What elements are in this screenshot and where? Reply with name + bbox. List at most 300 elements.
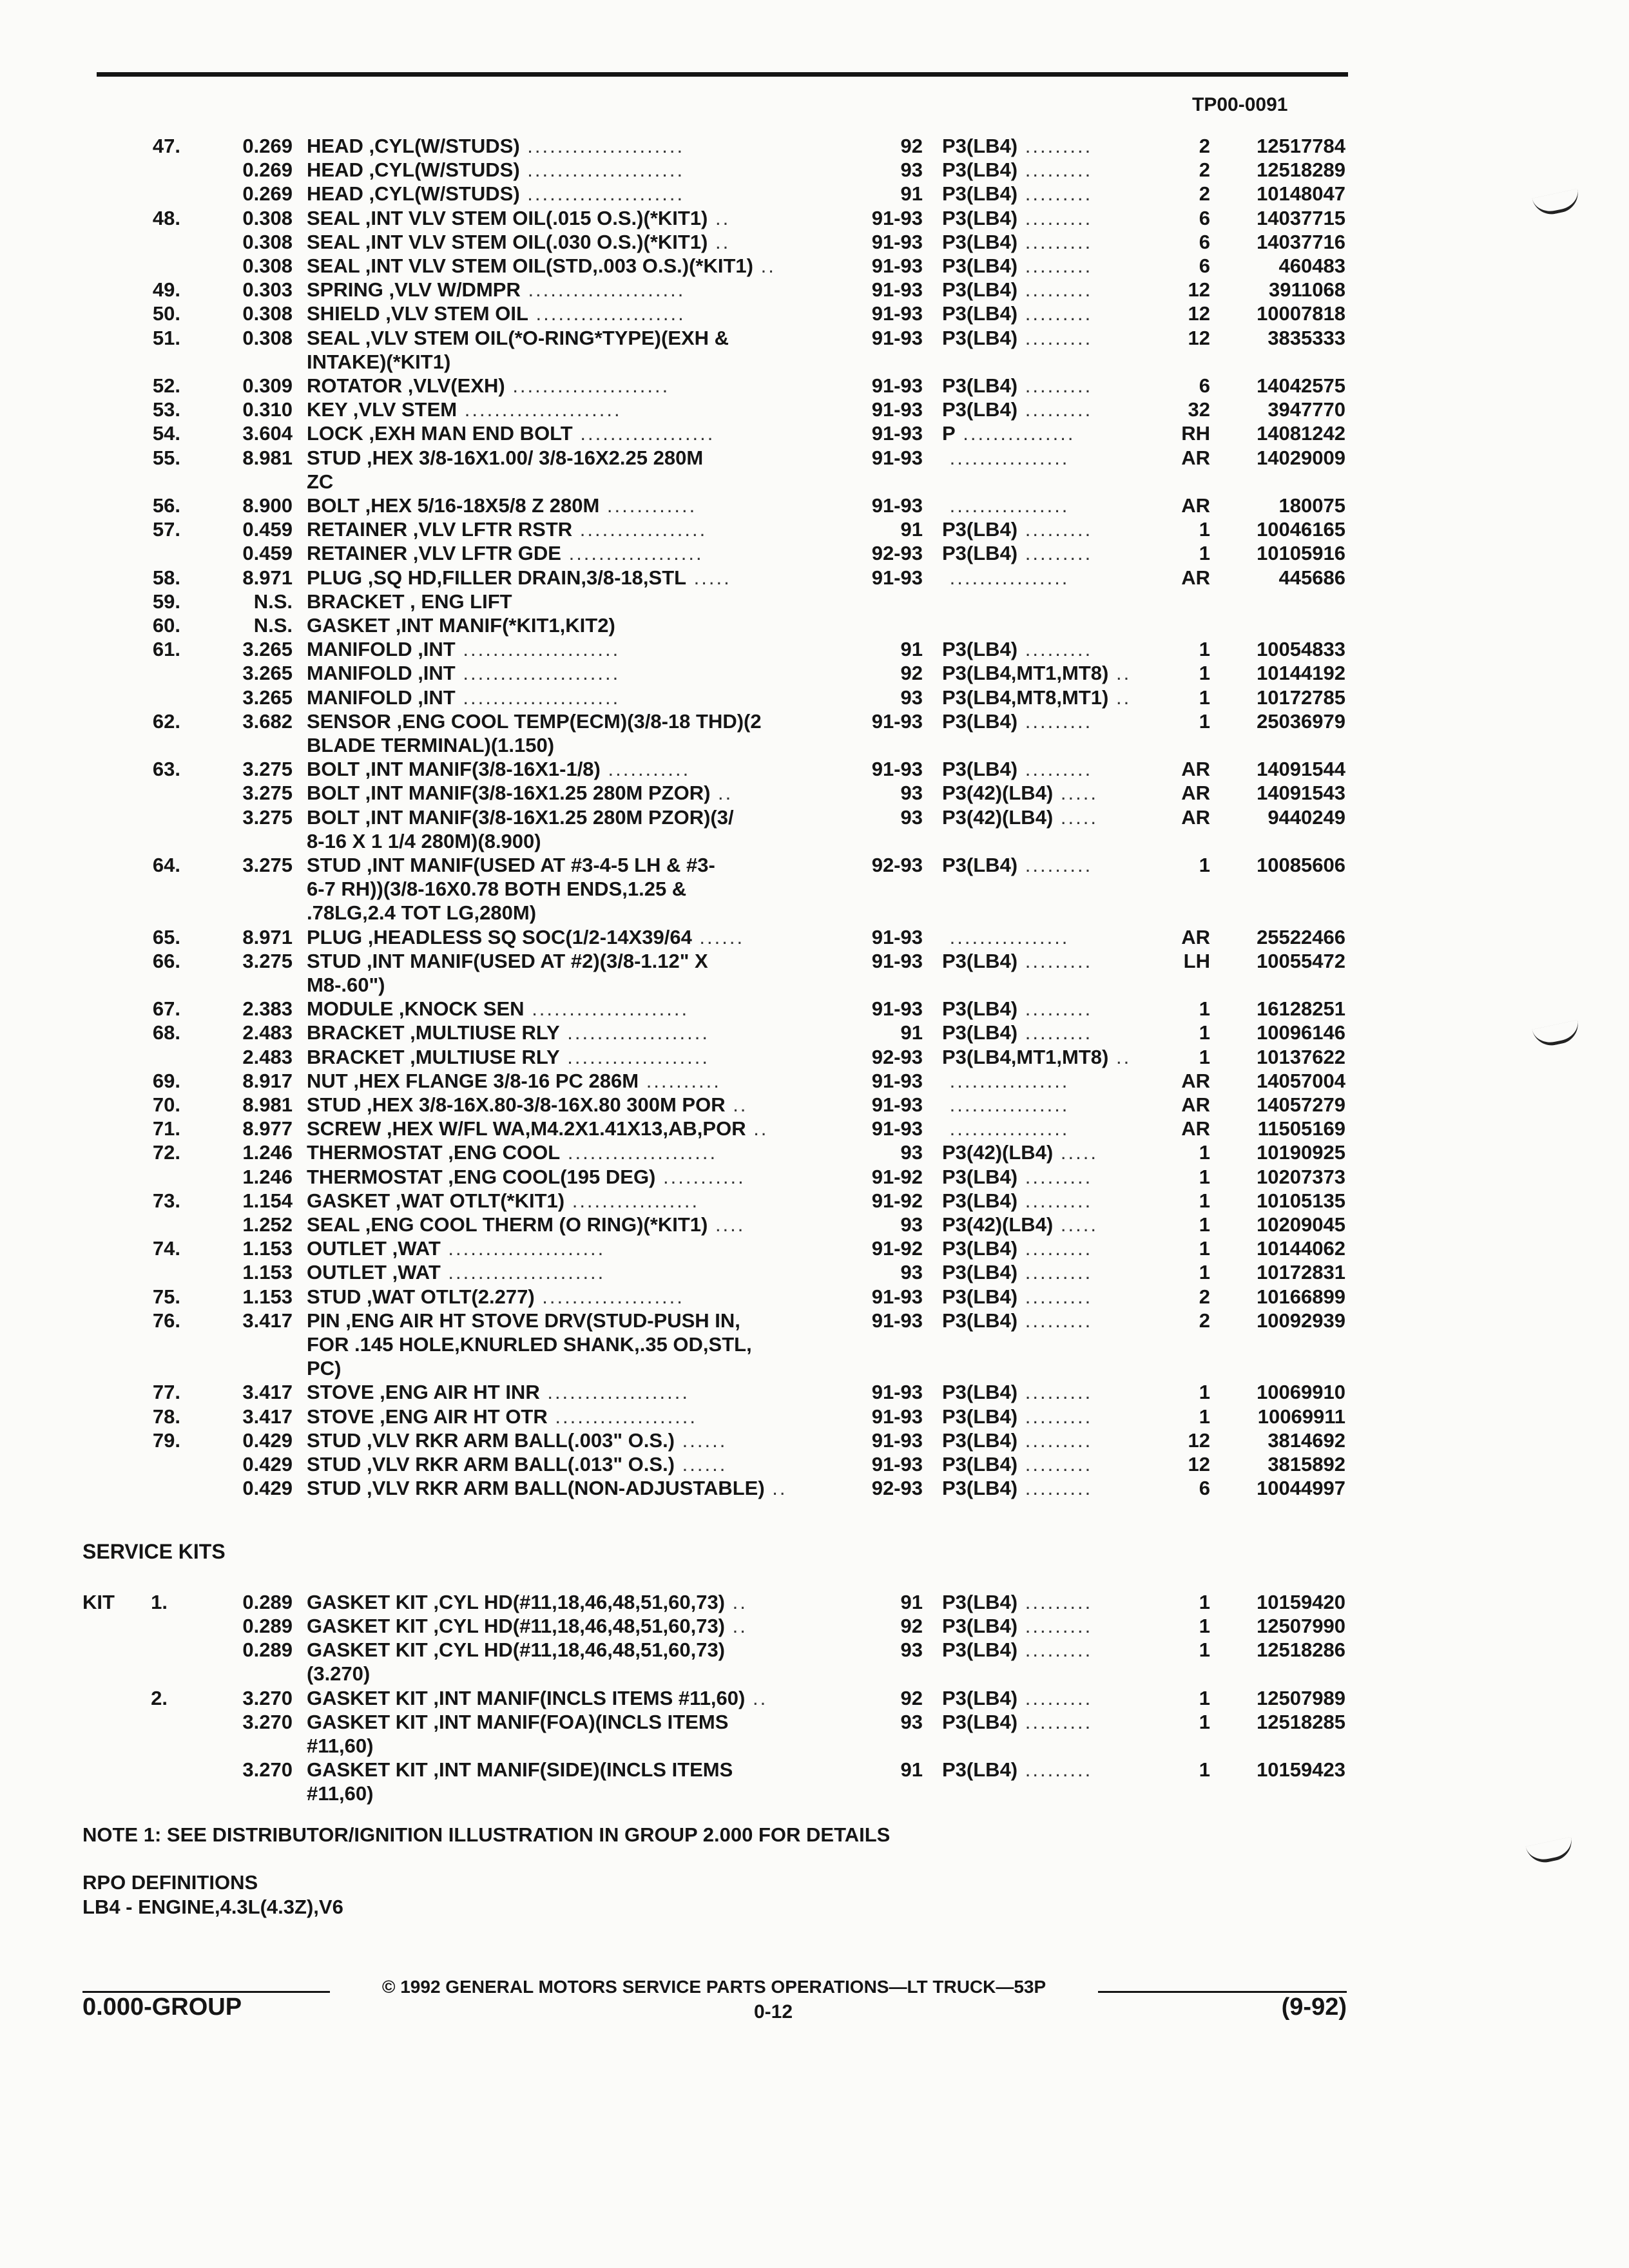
group-number: 0.309 <box>242 374 293 397</box>
item-number: 71. <box>152 1117 180 1140</box>
group-number: 3.417 <box>242 1381 293 1404</box>
table-row <box>0 805 1629 850</box>
model-year: 91-93 <box>871 302 923 325</box>
group-number: N.S. <box>253 590 293 613</box>
rpo-text: P3(LB4) <box>942 1189 1018 1212</box>
rpo-code <box>942 421 1161 445</box>
description-line: GASKET ,INT MANIF(*KIT1,KIT2) <box>307 614 615 637</box>
quantity: 1 <box>1199 854 1210 876</box>
rpo-text: P3(LB4) <box>942 398 1018 421</box>
rpo-code <box>942 541 1161 565</box>
quantity: 2 <box>1199 1285 1210 1308</box>
leader-dots: .. <box>725 1591 747 1613</box>
part-description <box>307 374 848 398</box>
part-description <box>307 278 848 302</box>
leader-dots: ......... <box>1017 1639 1093 1662</box>
model-year: 93 <box>900 686 923 709</box>
group-number: 0.429 <box>242 1453 293 1475</box>
leader-dots: ......... <box>1017 1711 1093 1733</box>
description-line: BOLT ,INT MANIF(3/8-16X1.25 280M PZOR) <box>307 782 711 805</box>
description-line: BOLT ,HEX 5/16-18X5/8 Z 280M <box>307 494 600 517</box>
group-number: 1.246 <box>242 1141 293 1164</box>
group-number: 0.308 <box>242 230 293 253</box>
leader-dots: .................. <box>561 542 704 565</box>
rpo-code <box>942 134 1161 158</box>
leader-dots: ..................... <box>505 374 670 397</box>
leader-dots: ......... <box>1017 1453 1093 1475</box>
group-number: 0.269 <box>242 159 293 182</box>
item-number: 57. <box>152 518 180 541</box>
item-number: 1. <box>151 1591 168 1613</box>
leader-dots: ......... <box>1017 159 1093 182</box>
rpo-text: P3(LB4) <box>942 1381 1018 1404</box>
group-number: 3.604 <box>242 422 293 445</box>
leader-dots: .. <box>1108 1045 1132 1068</box>
description-line: ZC <box>307 470 334 493</box>
item-number: 59. <box>152 590 180 613</box>
leader-dots: ................ <box>942 1093 1070 1116</box>
leader-dots: ..................... <box>519 182 685 206</box>
leader-dots: ......... <box>1017 949 1093 972</box>
model-year: 91-93 <box>871 758 923 781</box>
part-number: 10137622 <box>1257 1045 1345 1068</box>
model-year: 91-93 <box>871 1381 923 1404</box>
table-row <box>0 853 1629 924</box>
leader-dots: ......... <box>1017 1285 1093 1308</box>
part-number: 10046165 <box>1257 518 1345 541</box>
group-number: 0.308 <box>242 302 293 325</box>
rpo-text: P3(LB4) <box>942 1285 1018 1308</box>
leader-dots: ......... <box>1017 709 1093 733</box>
leader-dots: ........... <box>655 1165 746 1188</box>
group-number: 8.981 <box>242 1093 293 1116</box>
part-number: 10085606 <box>1257 854 1345 876</box>
rpo-text: P3(LB4) <box>942 949 1018 972</box>
quantity: 1 <box>1199 1237 1210 1260</box>
part-description <box>307 997 848 1021</box>
leader-dots: ..................... <box>440 1237 606 1260</box>
leader-dots: ..................... <box>457 398 622 421</box>
description-line: 6-7 RH))(3/8-16X0.78 BOTH ENDS,1.25 & <box>307 878 687 900</box>
group-number: 0.289 <box>242 1615 293 1638</box>
leader-dots: ......... <box>1017 230 1093 253</box>
group-number: 1.153 <box>242 1261 293 1284</box>
rpo-text: P <box>942 422 956 445</box>
leader-dots: ......... <box>1017 997 1093 1021</box>
part-number: 3814692 <box>1268 1428 1345 1452</box>
item-number: 70. <box>152 1093 180 1116</box>
leader-dots: ..................... <box>520 278 686 302</box>
part-number: 10209045 <box>1257 1213 1345 1236</box>
rpo-code <box>942 566 1161 590</box>
model-year: 92-93 <box>871 854 923 876</box>
part-number: 10105916 <box>1257 542 1345 565</box>
quantity: LH <box>1183 949 1210 972</box>
leader-dots: ............ <box>599 494 697 517</box>
quantity: 1 <box>1199 1021 1210 1044</box>
rpo-code <box>942 1638 1161 1662</box>
description-line: SPRING ,VLV W/DMPR <box>307 278 521 302</box>
rpo-code <box>942 374 1161 398</box>
group-number: 3.270 <box>242 1758 293 1782</box>
quantity: RH <box>1181 422 1210 445</box>
description-line: HEAD ,CYL(W/STUDS) <box>307 135 520 157</box>
rpo-text: P3(LB4,MT8,MT1) <box>942 686 1109 709</box>
description-line: BRACKET , ENG LIFT <box>307 590 512 613</box>
leader-dots: ................ <box>942 1117 1070 1140</box>
description-line: NUT ,HEX FLANGE 3/8-16 PC 286M <box>307 1069 639 1092</box>
leader-dots: ......... <box>1017 518 1093 541</box>
rpo-code <box>942 853 1161 877</box>
quantity: 1 <box>1199 638 1210 661</box>
item-number: 58. <box>152 566 180 589</box>
part-description <box>307 1093 848 1117</box>
group-number: N.S. <box>253 614 293 637</box>
part-description <box>307 326 848 374</box>
rpo-text: P3(LB4) <box>942 1428 1018 1452</box>
rpo-code <box>942 1405 1161 1428</box>
part-description <box>307 781 848 805</box>
part-description <box>307 853 848 925</box>
leader-dots: ......... <box>1017 1381 1093 1404</box>
description-line: STUD ,WAT OTLT(2.277) <box>307 1285 535 1308</box>
description-line: GASKET KIT ,CYL HD(#11,18,46,48,51,60,73) <box>307 1615 726 1638</box>
group-number: 3.265 <box>242 686 293 709</box>
description-line: HEAD ,CYL(W/STUDS) <box>307 159 520 182</box>
quantity: AR <box>1181 1069 1210 1092</box>
rpo-text: P3(LB4) <box>942 159 1018 182</box>
quantity: 6 <box>1199 255 1210 277</box>
rpo-text: P3(LB4) <box>942 1686 1018 1709</box>
leader-dots: .. <box>746 1117 769 1140</box>
rpo-code <box>942 1213 1161 1236</box>
rpo-text: P3(LB4) <box>942 1261 1018 1284</box>
part-number: 10148047 <box>1257 182 1345 206</box>
part-number: 14042575 <box>1257 374 1345 397</box>
leader-dots: ..... <box>686 566 731 589</box>
quantity: AR <box>1181 1117 1210 1140</box>
item-number: 77. <box>152 1381 180 1404</box>
description-line: PC) <box>307 1356 342 1379</box>
rpo-text: P3(LB4) <box>942 230 1018 253</box>
item-number: 78. <box>152 1405 180 1428</box>
rpo-text: P3(LB4) <box>942 1477 1018 1500</box>
rpo-text: P3(42)(LB4) <box>942 1213 1054 1236</box>
leader-dots: .. <box>708 206 731 229</box>
quantity: 1 <box>1199 1045 1210 1068</box>
leader-dots: ......... <box>1017 1615 1093 1638</box>
quantity: 1 <box>1199 518 1210 541</box>
description-line: BRACKET ,MULTIUSE RLY <box>307 1045 560 1068</box>
leader-dots: .. <box>764 1477 787 1500</box>
model-year: 91-93 <box>871 255 923 277</box>
description-line: PIN ,ENG AIR HT STOVE DRV(STUD-PUSH IN, <box>307 1309 740 1332</box>
item-number: 60. <box>152 614 180 637</box>
part-number: 3947770 <box>1268 398 1345 421</box>
table-row <box>0 1710 1629 1755</box>
quantity: 6 <box>1199 374 1210 397</box>
group-number: 0.308 <box>242 206 293 229</box>
model-year: 92 <box>900 135 923 157</box>
model-year: 92 <box>900 1615 923 1638</box>
leader-dots: ..................... <box>519 135 685 157</box>
document-id: TP00-0091 <box>1192 94 1288 115</box>
part-description <box>307 1452 848 1476</box>
part-number: 10054833 <box>1257 638 1345 661</box>
rpo-text: P3(LB4) <box>942 542 1018 565</box>
leader-dots: ......... <box>1017 255 1093 277</box>
item-number: 76. <box>152 1309 180 1332</box>
group-number: 3.270 <box>242 1711 293 1733</box>
rpo-code <box>942 1045 1161 1069</box>
part-description <box>307 1021 848 1044</box>
group-number: 3.417 <box>242 1405 293 1428</box>
rpo-definition: LB4 - ENGINE,4.3L(4.3Z),V6 <box>82 1896 343 1918</box>
part-number: 10190925 <box>1257 1141 1345 1164</box>
part-number: 12518285 <box>1257 1711 1345 1733</box>
description-line: STOVE ,ENG AIR HT OTR <box>307 1405 548 1428</box>
description-line: SCREW ,HEX W/FL WA,M4.2X1.41X13,AB,POR <box>307 1117 746 1140</box>
model-year: 92 <box>900 662 923 685</box>
part-description <box>307 566 848 590</box>
part-description <box>307 1405 848 1428</box>
leader-dots: ......... <box>1017 398 1093 421</box>
top-rule <box>97 72 1348 77</box>
leader-dots: ................ <box>942 494 1070 517</box>
quantity: AR <box>1181 782 1210 805</box>
footer-page-number: 0-12 <box>753 2001 793 2023</box>
part-description <box>307 1140 848 1164</box>
quantity: 32 <box>1188 398 1210 421</box>
rpo-text: P3(LB4) <box>942 206 1018 229</box>
part-number: 10092939 <box>1257 1309 1345 1332</box>
rpo-code <box>942 805 1161 829</box>
part-description <box>307 446 848 494</box>
leader-dots: ..... <box>1053 1141 1098 1164</box>
quantity: AR <box>1181 805 1210 829</box>
group-number: 0.308 <box>242 326 293 349</box>
rpo-code <box>942 1069 1161 1093</box>
leader-dots: ................... <box>539 1381 689 1404</box>
description-line: RETAINER ,VLV LFTR RSTR <box>307 518 573 541</box>
leader-dots: ...... <box>675 1428 728 1452</box>
leader-dots: .. <box>1108 686 1132 709</box>
leader-dots: ................. <box>572 518 708 541</box>
rpo-code <box>942 494 1161 517</box>
rpo-code <box>942 1189 1161 1213</box>
quantity: 12 <box>1188 1428 1210 1452</box>
leader-dots: ................... <box>534 1285 684 1308</box>
rpo-text: P3(LB4) <box>942 374 1018 397</box>
description-line: GASKET KIT ,CYL HD(#11,18,46,48,51,60,73) <box>307 1591 726 1613</box>
part-description <box>307 1380 848 1404</box>
model-year: 91-93 <box>871 446 923 469</box>
rpo-text: P3(LB4) <box>942 997 1018 1021</box>
part-number: 10144192 <box>1257 662 1345 685</box>
rpo-code <box>942 781 1161 805</box>
model-year: 91-93 <box>871 1453 923 1475</box>
rpo-code <box>942 997 1161 1021</box>
part-description <box>307 494 848 517</box>
group-number: 3.682 <box>242 709 293 733</box>
leader-dots: ..................... <box>440 1261 606 1284</box>
description-line: MANIFOLD ,INT <box>307 686 456 709</box>
rpo-code <box>942 1165 1161 1189</box>
group-number: 2.383 <box>242 997 293 1021</box>
part-description <box>307 254 848 278</box>
table-row <box>0 326 1629 371</box>
quantity: 1 <box>1199 1165 1210 1188</box>
group-number: 0.269 <box>242 135 293 157</box>
quantity: 2 <box>1199 135 1210 157</box>
model-year: 91-93 <box>871 230 923 253</box>
leader-dots: ................ <box>942 446 1070 469</box>
rpo-code <box>942 1093 1161 1117</box>
model-year: 91-93 <box>871 1117 923 1140</box>
leader-dots: ............... <box>955 422 1075 445</box>
rpo-code <box>942 517 1161 541</box>
description-line: GASKET KIT ,INT MANIF(FOA)(INCLS ITEMS <box>307 1711 729 1733</box>
description-line: M8-.60") <box>307 973 385 996</box>
description-line: OUTLET ,WAT <box>307 1261 441 1284</box>
leader-dots: ................... <box>559 1045 709 1068</box>
model-year: 91-93 <box>871 374 923 397</box>
leader-dots: ......... <box>1017 758 1093 781</box>
leader-dots: ......... <box>1017 374 1093 397</box>
table-row <box>0 446 1629 491</box>
service-kits-heading: SERVICE KITS <box>82 1540 226 1563</box>
quantity: 12 <box>1188 302 1210 325</box>
leader-dots: ........... <box>600 758 691 781</box>
leader-dots: ......... <box>1017 1021 1093 1044</box>
rpo-code <box>942 1140 1161 1164</box>
model-year: 92-93 <box>871 542 923 565</box>
part-number: 14081242 <box>1257 422 1345 445</box>
part-number: 10069910 <box>1257 1381 1345 1404</box>
item-number: 63. <box>152 758 180 781</box>
part-description <box>307 613 848 637</box>
model-year: 91 <box>900 1021 923 1044</box>
part-number: 10159423 <box>1257 1758 1345 1782</box>
table-row <box>0 1309 1629 1379</box>
quantity: AR <box>1181 494 1210 517</box>
rpo-text: P3(LB4) <box>942 1021 1018 1044</box>
item-number: 73. <box>152 1189 180 1212</box>
item-number: 61. <box>152 638 180 661</box>
part-description <box>307 1428 848 1452</box>
model-year: 92 <box>900 1686 923 1709</box>
description-line: STUD ,INT MANIF(USED AT #2)(3/8-1.12" X <box>307 949 708 972</box>
footer-rule-right <box>1098 1991 1347 1993</box>
model-year: 91-92 <box>871 1189 923 1212</box>
rpo-text: P3(LB4) <box>942 1237 1018 1260</box>
rpo-text: P3(42)(LB4) <box>942 782 1054 805</box>
rpo-code <box>942 206 1161 230</box>
quantity: AR <box>1181 758 1210 781</box>
description-line: MANIFOLD ,INT <box>307 662 456 685</box>
rpo-code <box>942 1309 1161 1332</box>
item-number: 54. <box>152 422 180 445</box>
model-year: 91-93 <box>871 1309 923 1332</box>
part-number: 10096146 <box>1257 1021 1345 1044</box>
group-number: 8.977 <box>242 1117 293 1140</box>
rpo-text: P3(42)(LB4) <box>942 1141 1054 1164</box>
group-number: 2.483 <box>242 1021 293 1044</box>
part-description <box>307 302 848 325</box>
part-description <box>307 421 848 445</box>
description-line: FOR .145 HOLE,KNURLED SHANK,.35 OD,STL, <box>307 1332 752 1356</box>
quantity: 1 <box>1199 1639 1210 1662</box>
description-line: GASKET KIT ,CYL HD(#11,18,46,48,51,60,73) <box>307 1639 726 1662</box>
quantity: 12 <box>1188 326 1210 349</box>
leader-dots: ..... <box>1053 805 1098 829</box>
part-description <box>307 1045 848 1069</box>
quantity: 6 <box>1199 206 1210 229</box>
table-row <box>0 1758 1629 1803</box>
quantity: 1 <box>1199 1381 1210 1404</box>
part-description <box>307 1590 848 1614</box>
group-number: 8.971 <box>242 566 293 589</box>
description-line: SEAL ,VLV STEM OIL(*O-RING*TYPE)(EXH & <box>307 326 729 349</box>
group-number: 1.153 <box>242 1237 293 1260</box>
group-number: 3.275 <box>242 782 293 805</box>
part-description <box>307 949 848 997</box>
description-line: OUTLET ,WAT <box>307 1237 441 1260</box>
description-line: STUD ,VLV RKR ARM BALL(.013" O.S.) <box>307 1453 675 1475</box>
part-description <box>307 1165 848 1189</box>
rpo-code <box>942 1236 1161 1260</box>
quantity: AR <box>1181 925 1210 948</box>
footer-rule-left <box>82 1991 330 1993</box>
quantity: 1 <box>1199 686 1210 709</box>
leader-dots: ......... <box>1017 1477 1093 1500</box>
item-number: 74. <box>152 1237 180 1260</box>
quantity: 1 <box>1199 1758 1210 1782</box>
model-year: 93 <box>900 1711 923 1733</box>
rpo-code <box>942 1117 1161 1140</box>
rpo-text: P3(LB4) <box>942 638 1018 661</box>
model-year: 91 <box>900 1758 923 1782</box>
item-number: 51. <box>152 326 180 349</box>
part-number: 3835333 <box>1268 326 1345 349</box>
description-line: (3.270) <box>307 1662 371 1686</box>
part-number: 10055472 <box>1257 949 1345 972</box>
rpo-code <box>942 1428 1161 1452</box>
quantity: 1 <box>1199 709 1210 733</box>
leader-dots: ................ <box>942 566 1070 589</box>
leader-dots: ..................... <box>519 159 685 182</box>
part-number: 14057004 <box>1257 1069 1345 1092</box>
model-year: 93 <box>900 805 923 829</box>
rpo-text: P3(LB4) <box>942 758 1018 781</box>
item-number: 49. <box>152 278 180 302</box>
item-number: 52. <box>152 374 180 397</box>
part-number: 14091544 <box>1257 758 1345 781</box>
rpo-code <box>942 949 1161 973</box>
leader-dots: ..................... <box>455 686 621 709</box>
rpo-text: P3(LB4) <box>942 709 1018 733</box>
model-year: 91 <box>900 1591 923 1613</box>
description-line: MODULE ,KNOCK SEN <box>307 997 525 1021</box>
rpo-code <box>942 446 1161 470</box>
description-line: GASKET KIT ,INT MANIF(SIDE)(INCLS ITEMS <box>307 1758 733 1782</box>
model-year: 91-92 <box>871 1237 923 1260</box>
leader-dots: .. <box>725 1093 748 1116</box>
group-number: 3.275 <box>242 949 293 972</box>
rpo-code <box>942 686 1161 709</box>
part-description <box>307 1309 848 1380</box>
leader-dots: ................ <box>942 925 1070 948</box>
